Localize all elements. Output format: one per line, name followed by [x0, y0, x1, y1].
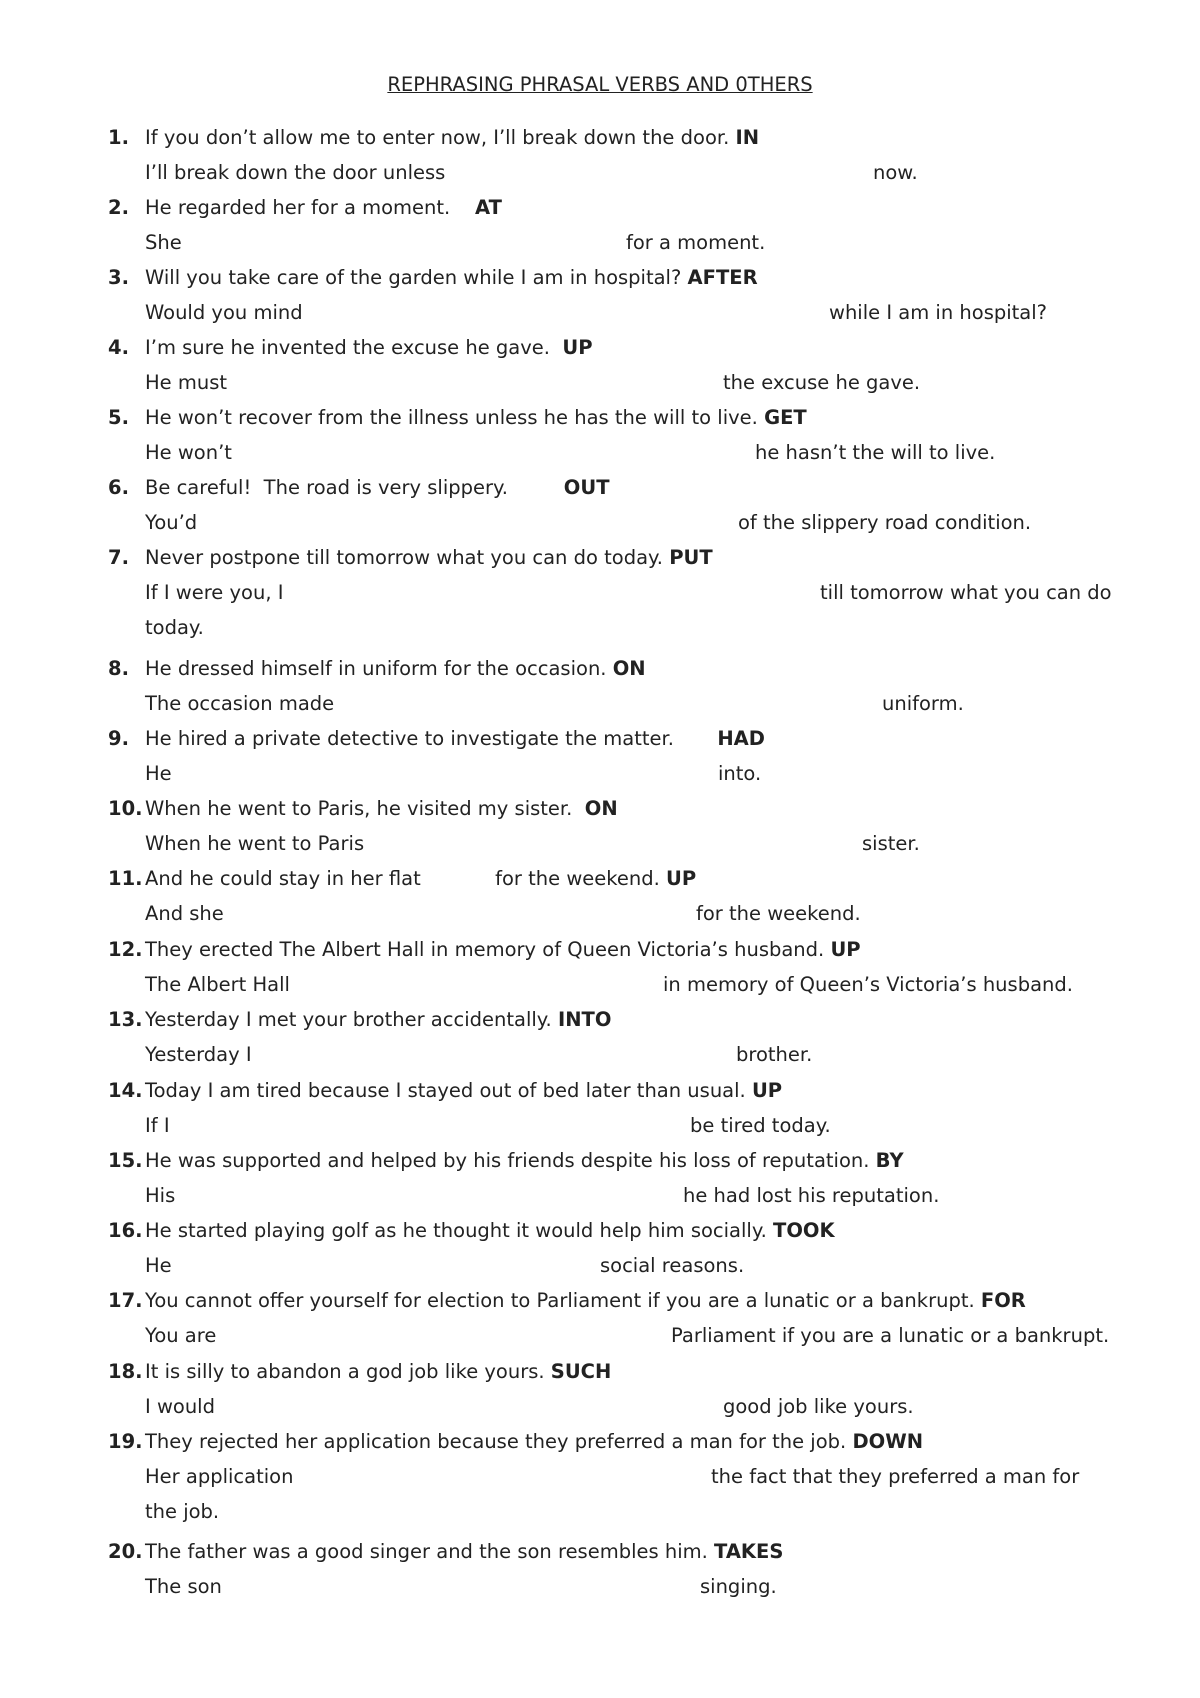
answer-end: the excuse he gave. — [723, 371, 921, 394]
answer-end: now. — [873, 161, 918, 184]
question-line — [0, 473, 1200, 503]
answer-start: He — [145, 1254, 172, 1277]
question-line — [0, 543, 1200, 573]
answer-end: he had lost his reputation. — [683, 1184, 940, 1207]
question-line — [0, 1076, 1200, 1106]
item-number: 9. — [108, 727, 129, 750]
key-word: UP — [666, 867, 697, 890]
answer-end: for the weekend. — [696, 902, 861, 925]
sentence-text: The father was a good singer and the son resembles him. — [145, 1540, 708, 1563]
key-word: AT — [475, 196, 502, 219]
original-sentence — [145, 403, 807, 433]
question-line — [0, 193, 1200, 223]
key-word: SUCH — [550, 1360, 612, 1383]
key-word: ON — [584, 797, 618, 820]
original-sentence — [145, 333, 593, 363]
answer-start: If I were you, I — [145, 581, 284, 604]
key-word: AFTER — [687, 266, 758, 289]
key-word: UP — [562, 336, 593, 359]
question-line — [0, 1286, 1200, 1316]
answer-start: Would you mind — [145, 301, 303, 324]
sentence-text: Today I am tired because I stayed out of bed later than usual. — [145, 1079, 746, 1102]
original-sentence — [145, 1076, 782, 1106]
item-number: 5. — [108, 406, 129, 429]
item-number: 16. — [108, 1219, 143, 1242]
item-number: 2. — [108, 196, 129, 219]
answer-end: while I am in hospital? — [829, 301, 1048, 324]
question-line — [0, 1005, 1200, 1035]
sentence-text: He was supported and helped by his friends despite his loss of reputation. — [145, 1149, 870, 1172]
original-sentence — [145, 123, 759, 153]
answer-end: for a moment. — [626, 231, 766, 254]
item-number: 11. — [108, 867, 143, 890]
answer-line — [0, 1040, 1200, 1070]
answer-line — [0, 829, 1200, 859]
sentence-text: They rejected her application because they preferred a man for the job. — [145, 1430, 847, 1453]
key-word: BY — [875, 1149, 904, 1172]
sentence-text: Will you take care of the garden while I am in hospital? — [145, 266, 682, 289]
original-sentence — [145, 864, 696, 894]
item-number: 7. — [108, 546, 129, 569]
original-sentence — [145, 1357, 611, 1387]
answer-line — [0, 759, 1200, 789]
answer-continuation: today. — [145, 616, 204, 639]
answer-end: brother. — [736, 1043, 813, 1066]
answer-line — [0, 508, 1200, 538]
answer-end: singing. — [700, 1575, 777, 1598]
key-word: UP — [751, 1079, 783, 1102]
answer-start: I’ll break down the door unless — [145, 161, 446, 184]
answer-line — [0, 298, 1200, 328]
item-number: 18. — [108, 1360, 143, 1383]
answer-start: She — [145, 231, 182, 254]
sentence-text: When he went to Paris, he visited my sister. — [145, 797, 573, 820]
answer-start: I would — [145, 1395, 215, 1418]
key-word: INTO — [557, 1008, 612, 1031]
item-number: 8. — [108, 657, 129, 680]
item-number: 17. — [108, 1289, 143, 1312]
answer-start: You are — [145, 1324, 217, 1347]
worksheet-title: REPHRASING PHRASAL VERBS AND 0THERS — [387, 73, 813, 96]
original-sentence — [145, 1427, 923, 1457]
answer-start: He — [145, 762, 172, 785]
question-line — [0, 935, 1200, 965]
answer-end: uniform. — [882, 692, 964, 715]
answer-line — [0, 1181, 1200, 1211]
item-number: 10. — [108, 797, 143, 820]
answer-line — [0, 228, 1200, 258]
answer-end: be tired today. — [690, 1114, 831, 1137]
answer-line — [0, 970, 1200, 1000]
sentence-text: And he could stay in her flat for the weekend. — [145, 867, 660, 890]
original-sentence — [145, 1146, 904, 1176]
item-number: 4. — [108, 336, 129, 359]
answer-line — [0, 1462, 1200, 1492]
question-line — [0, 654, 1200, 684]
answer-start: You’d — [145, 511, 198, 534]
keyword-spacing — [550, 336, 562, 359]
answer-start: Her application — [145, 1465, 294, 1488]
original-sentence — [145, 654, 646, 684]
answer-end: of the slippery road condition. — [738, 511, 1032, 534]
sentence-text: He dressed himself in uniform for the occasion. — [145, 657, 607, 680]
original-sentence — [145, 473, 610, 503]
question-line — [0, 794, 1200, 824]
question-line — [0, 1357, 1200, 1387]
item-number: 3. — [108, 266, 129, 289]
question-line — [0, 263, 1200, 293]
question-line — [0, 1216, 1200, 1246]
answer-continuation-line — [0, 1497, 1200, 1527]
item-number: 6. — [108, 476, 129, 499]
answer-line — [0, 1321, 1200, 1351]
answer-line — [0, 578, 1200, 608]
key-word: TAKES — [714, 1540, 784, 1563]
sentence-text: I’m sure he invented the excuse he gave. — [145, 336, 550, 359]
original-sentence — [145, 724, 765, 754]
sentence-text: Yesterday I met your brother accidentally. — [145, 1008, 552, 1031]
key-word: IN — [735, 126, 760, 149]
sentence-text: He started playing golf as he thought it would help him socially. — [145, 1219, 767, 1242]
key-word: OUT — [563, 476, 610, 499]
answer-line — [0, 1572, 1200, 1602]
sentence-text: He regarded her for a moment. — [145, 196, 451, 219]
keyword-spacing — [674, 727, 717, 750]
sentence-text: You cannot offer yourself for election to Parliament if you are a lunatic or a bankrupt. — [145, 1289, 975, 1312]
sentence-text: He won’t recover from the illness unless he has the will to live. — [145, 406, 758, 429]
answer-end: in memory of Queen’s Victoria’s husband. — [663, 973, 1073, 996]
item-number: 1. — [108, 126, 129, 149]
original-sentence — [145, 1005, 611, 1035]
question-line — [0, 333, 1200, 363]
original-sentence — [145, 263, 758, 293]
answer-start: Yesterday I — [145, 1043, 252, 1066]
key-word: DOWN — [852, 1430, 924, 1453]
key-word: UP — [830, 938, 861, 961]
question-line — [0, 1427, 1200, 1457]
key-word: GET — [764, 406, 807, 429]
answer-end: social reasons. — [600, 1254, 745, 1277]
question-line — [0, 403, 1200, 433]
keyword-spacing — [508, 476, 564, 499]
sentence-text: He hired a private detective to investigate the matter. — [145, 727, 674, 750]
question-line — [0, 724, 1200, 754]
answer-start: The Albert Hall — [145, 973, 290, 996]
answer-line — [0, 1251, 1200, 1281]
item-number: 12. — [108, 938, 143, 961]
original-sentence — [145, 794, 618, 824]
answer-end: the fact that they preferred a man for — [711, 1465, 1080, 1488]
sentence-text: Never postpone till tomorrow what you can do today. — [145, 546, 663, 569]
answer-end: Parliament if you are a lunatic or a bankrupt. — [671, 1324, 1110, 1347]
answer-end: into. — [718, 762, 762, 785]
key-word: TOOK — [773, 1219, 835, 1242]
answer-line — [0, 1111, 1200, 1141]
original-sentence — [145, 1286, 1026, 1316]
keyword-spacing — [450, 196, 475, 219]
answer-line — [0, 689, 1200, 719]
answer-start: The occasion made — [145, 692, 335, 715]
answer-line — [0, 1392, 1200, 1422]
answer-start: His — [145, 1184, 176, 1207]
key-word: FOR — [980, 1289, 1026, 1312]
item-number: 15. — [108, 1149, 143, 1172]
key-word: ON — [612, 657, 646, 680]
original-sentence — [145, 543, 713, 573]
answer-continuation: the job. — [145, 1500, 220, 1523]
key-word: HAD — [717, 727, 765, 750]
answer-start: If I — [145, 1114, 170, 1137]
original-sentence — [145, 935, 861, 965]
sentence-text: They erected The Albert Hall in memory of Queen Victoria’s husband. — [145, 938, 825, 961]
answer-end: sister. — [862, 832, 920, 855]
answer-line — [0, 368, 1200, 398]
original-sentence — [145, 1216, 835, 1246]
answer-start: And she — [145, 902, 224, 925]
answer-end: he hasn’t the will to live. — [755, 441, 996, 464]
question-line — [0, 123, 1200, 153]
answer-end: good job like yours. — [723, 1395, 914, 1418]
sentence-text: If you don’t allow me to enter now, I’ll break down the door. — [145, 126, 730, 149]
item-number: 14. — [108, 1079, 143, 1102]
key-word: PUT — [669, 546, 713, 569]
question-line — [0, 864, 1200, 894]
answer-start: He won’t — [145, 441, 232, 464]
sentence-text: Be careful! The road is very slippery. — [145, 476, 508, 499]
item-number: 13. — [108, 1008, 143, 1031]
answer-start: He must — [145, 371, 228, 394]
question-line — [0, 1146, 1200, 1176]
item-number: 20. — [108, 1540, 143, 1563]
answer-line — [0, 438, 1200, 468]
keyword-spacing — [572, 797, 584, 820]
answer-continuation-line — [0, 613, 1200, 643]
sentence-text: It is silly to abandon a god job like yours. — [145, 1360, 545, 1383]
answer-line — [0, 899, 1200, 929]
answer-line — [0, 158, 1200, 188]
answer-start: The son — [145, 1575, 222, 1598]
original-sentence — [145, 1537, 783, 1567]
answer-start: When he went to Paris — [145, 832, 365, 855]
answer-end: till tomorrow what you can do — [820, 581, 1112, 604]
question-line — [0, 1537, 1200, 1567]
original-sentence — [145, 193, 502, 223]
item-number: 19. — [108, 1430, 143, 1453]
